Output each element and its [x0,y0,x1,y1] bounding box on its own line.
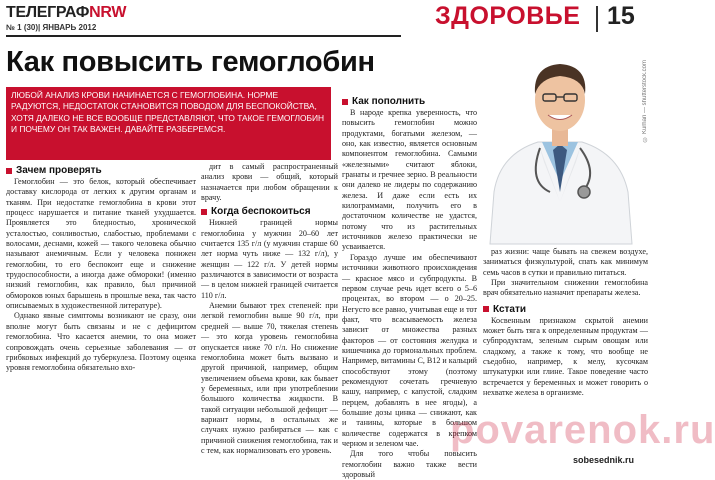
masthead [6,4,126,22]
paragraph: Нижней границей нормы гемоглобина у мужчин 20–60 лет считается 135 г/л (у мужчин старше 60 лет норма чуть ниже — 132 г/л), у женщин — 122 г/л. У детей нормы различаются в зависимости от возраста — в целом нижней границей считается 110 г/л. [201,218,338,300]
heading-when-worry: Когда беспокоиться [201,205,338,218]
paragraph: Однако явные симптомы возникают не сразу, они вполне могут быть связаны и не с дефицитом гемоглобина. Что касается анемии, то она может сопровождать очень серьезные заболевания — от грибковых инфекций до туберкулеза. Поэтому оценка уровня гемоглобина обязательно вхо- [6,311,196,373]
heading-why-check: Зачем проверять [6,164,196,177]
heading-by-the-way: Кстати [483,303,648,316]
bullet-square-icon [342,99,348,105]
column-2 [201,162,338,456]
bullet-square-icon [483,306,489,312]
paragraph: В народе крепка уверенность, что повысить гемоглобин можно продуктами, богатыми железом, — оно, как известно, является основным компонентом гемоглобина. Самыми «железными» считают яблоки, гранаты и гречнее зерно. В реальности они далеко не лидеры по содержанию железа. И даже если есть их килограммами, получить его в достаточном количестве не удастся, потому что из растительных источников железо практически не усваивается. [342,108,477,252]
watermark: povarenok.ru [450,408,715,452]
masthead-suffix: NRW [89,4,127,21]
header-rule [6,35,401,37]
paragraph: Для того чтобы повысить гемоглобин важно также вести здоровый [342,449,477,480]
bullet-square-icon [201,209,207,215]
article-headline: Как повысить гемоглобин [6,46,375,78]
paragraph: При значительном снижении гемоглобина врач обязательно назначит препараты железа. [483,278,648,298]
paragraph: раз жизни: чаще бывать на свежем воздухе, заниматься физкультурой, спать как минимум семь часов в сутки и правильно питаться. [483,247,648,277]
doctor-photo [480,42,640,244]
section-title: ЗДОРОВЬЕ [435,2,581,30]
page-number: 15 [607,2,635,30]
paragraph: Гемоглобин — это белок, который обеспечивает доставку кислорода от легких к другим органам и тканям. При недостатке гемоглобина в крови этот процесс нарушается и питание тканей ухудшается. Проявляется это бледностью, хронической усталостью, сонливостью, слабостью, проблемами с волосами, деснами, кожей — такого человека обычно называют анемичным. Если у человека понижен гемоглобин, то его беспокоит еще и снижение трудоспособности, а иногда даже обмороки! (именно низкий гемоглобин, как правило, был причиной обмороков юных барышень в прошлые века, так часто описываемых в художественной литературе). [6,177,196,311]
lead-box [6,87,331,160]
photo-credit: © Kurhan — shutterstock.com [642,60,648,142]
lead-text: ЛЮБОЙ АНАЛИЗ КРОВИ НАЧИНАЕТСЯ С ГЕМОГЛОБИНА. НОРМЕ РАДУЮТСЯ, НЕДОСТАТОК СТАНОВИТСЯ ПОВОДОМ ДЛЯ БЕСПОКОЙСТВА, ХОТЯ ДАЛЕКО НЕ ВСЕ ВООБЩЕ ПРЕДСТАВЛЯЮТ, ЧТО ТАКОЕ ГЕМОГЛОБИН И ПОЧЕМУ ОН ТАК ВАЖЕН. ДАВАЙТЕ РАЗБЕРЕМСЯ. [11,90,325,134]
heading-how-replenish: Как пополнить [342,95,477,108]
paragraph: дит в самый распространенный анализ крови — общий, который назначается при любом обращении к врачу. [201,162,338,203]
issue-info: № 1 (30)| ЯНВАРЬ 2012 [6,23,97,32]
header-separator [596,6,598,32]
page-header [0,0,660,40]
paragraph: Косвенным признаком скрытой анемии может быть тяга к определенным продуктам — субпродуктам, зеленым сырым овощам или сладкому, а также к тому, что вообще не съедобно, например, к мелу, кусочкам штукатурки или глине. Такое поведение часто встречается у беременных и может говорить о нехватке железа в организме. [483,315,648,398]
bullet-square-icon [6,168,12,174]
paragraph: Анемии бывают трех степеней: при легкой гемоглобин выше 90 г/л, при средней — выше 70, тяжелая степень — это когда уровень гемоглобина опускается ниже 70 г/л. Но снижение гемоглобина может быть вызвано и другой причиной, например, общим увеличением объема крови, как бывает у беременных, или при употреблении большого количества жидкости. В такой ситуации небольшой дефицит — вариант нормы, в остальных же случаях нужно разбираться — как с причиной снижения гемоглобина, так и с тем, как нормализовать его уровень. [201,301,338,455]
doctor-illustration [480,42,640,244]
masthead-main: ТЕЛЕГРАФ [6,4,90,21]
column-1 [6,162,196,374]
paragraph: Гораздо лучше им обеспечивают источники животного происхождения — красное мясо и субпродукты. В первом случае речь идет всего о 5–6 процентах, во втором — о 20–25. Негусто все равно, учитывая еще и тот факт, что всасываемость железа зависит от множества разных факторов — от состояния желудка и кишечника до гормональных проблем. Например, витамины C, B12 и кальций способствуют этому (поэтому рекомендуют сочетать гречневую кашу, например, с капустой, сладким перцем, добавлять в нее ягоды), а большие дозы цинка — снижают, как и танины, которые в большом количестве содержатся в крепком черном и зеленом чае. [342,252,477,448]
source-site: sobesednik.ru [573,455,635,465]
column-4 [483,247,648,398]
